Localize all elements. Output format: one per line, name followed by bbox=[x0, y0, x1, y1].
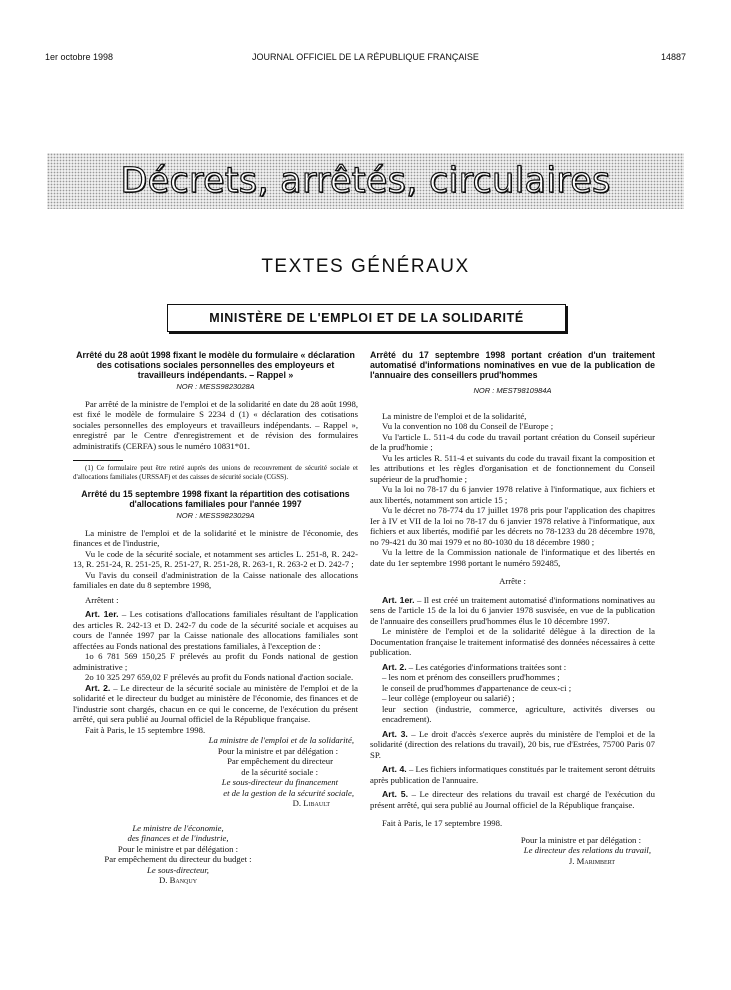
article-title: Arrêté du 28 août 1998 fixant le modèle du formulaire « déclaration des cotisations sociales personnelles des employeurs et travailleurs indépendants. – Rappel » bbox=[76, 350, 355, 380]
signature-line: Le sous-directeur, bbox=[147, 864, 209, 875]
ministry-box bbox=[167, 304, 566, 332]
nor-reference: NOR : MESS9823029A bbox=[176, 511, 255, 520]
article-title: Arrêté du 15 septembre 1998 fixant la répartition des cotisations d'allocations familiales pour l'année 1997 bbox=[81, 489, 350, 509]
list-item: le conseil de prud'hommes d'appartenance de ceux-ci ; bbox=[382, 682, 572, 693]
signature-block-2 bbox=[73, 823, 283, 886]
signature-place-date: Fait à Paris, le 17 septembre 1998. bbox=[382, 818, 503, 828]
paragraph: Vu la convention no 108 du Conseil de l'Europe ; bbox=[382, 421, 554, 431]
signature-line: Pour la ministre et par délégation : bbox=[520, 834, 641, 845]
article-1: Art. 1er. – Il est créé un traitement automatisé d'informations nominatives au sens de l'article 15 de la loi du 6 janvier 1978 susvisée, en vue de la publication de l'annuaire des conseillers prud'hommes élus le 10 décembre 1997. bbox=[370, 594, 655, 626]
signature-line: Le sous-directeur du financement bbox=[221, 777, 338, 787]
paragraph: Le ministère de l'emploi et de la solidarité délègue à la direction de la Documentation française le traitement informatisé des données nécessaires à cette publication. bbox=[370, 626, 655, 657]
nor-reference: NOR : MESS9823028A bbox=[176, 382, 255, 391]
paragraph: Par arrêté de la ministre de l'emploi et de la solidarité en date du 28 août 1998, est fixé le modèle de formulaire S 2234 d (1) « déclaration des cotisations sociales personnelles des employeurs et travailleurs indépendants. – Rappel », enregistré par le Centre d'enregistrement et de révision des formulaires administratifs (CERFA) sous le numéro 10831*01. bbox=[73, 398, 358, 451]
arrete: Arrête : bbox=[499, 576, 526, 586]
nor-reference: NOR : MEST9810984A bbox=[473, 386, 552, 395]
article-2: Art. 2. – Les catégories d'informations traitées sont : bbox=[382, 661, 567, 672]
list-item: leur section (industrie, commerce, agriculture, activités diverses ou encadrement). bbox=[382, 703, 655, 724]
list-item: – leur collège (employeur ou salarié) ; bbox=[382, 693, 515, 703]
article-3: Art. 3. – Le droit d'accès s'exerce auprès du ministère de l'emploi et de la solidarité (direction des relations du travail), 20 bis, rue d'Estrées, 75700 Paris 07 SP. bbox=[370, 728, 656, 760]
arretent: Arrêtent : bbox=[85, 594, 119, 605]
signature-line: de la sécurité sociale : bbox=[241, 766, 318, 777]
paragraph: Vu la loi no 78-17 du 6 janvier 1978 relative à l'informatique, aux fichiers et aux libertés, notamment son article 15 ; bbox=[370, 484, 655, 505]
section-banner bbox=[47, 153, 684, 209]
signature-line: Le ministre de l'économie, bbox=[132, 822, 224, 833]
page-header bbox=[45, 52, 686, 66]
article-2: Art. 2. – Le directeur de la sécurité sociale au ministère de l'emploi et de la solidarité et le directeur du budget au ministère de l'économie, des finances et de l'industrie sont chargés, chacun en ce qui le concerne, de l'exécution du présent arrêté, qui sera publié au Journal officiel de la République française. bbox=[73, 682, 358, 724]
footnote-separator bbox=[73, 460, 123, 461]
paragraph: La ministre de l'emploi et de la solidarité et le ministre de l'économie, des finances et de l'industrie, bbox=[73, 527, 358, 548]
signature-line: La ministre de l'emploi et de la solidarité, bbox=[208, 735, 354, 745]
signature-line: Pour la ministre et par délégation : bbox=[217, 745, 338, 756]
left-column bbox=[73, 350, 358, 886]
list-item: – les nom et prénom des conseillers prud'hommes ; bbox=[382, 672, 560, 682]
paragraph: Vu le décret no 78-774 du 17 juillet 1978 pris pour l'application des chapitres Ier à IV et VII de la loi no 78-17 du 6 janvier 1978 relative à l'informatique, aux fichiers et aux libertés, modifié par les décrets no 78-1233 du 28 décembre 1978, no 79-421 du 30 mai 1979 et no 80-1030 du 18 décembre 1980 ; bbox=[370, 505, 655, 547]
banner-title: Décrets, arrêtés, circulaires bbox=[120, 161, 611, 201]
signature-line: Par empêchement du directeur du budget : bbox=[104, 854, 252, 864]
signature-line: Par empêchement du directeur bbox=[227, 756, 333, 766]
signature-line: Le directeur des relations du travail, bbox=[523, 845, 651, 855]
list-item: 1o 6 781 569 150,25 F prélevés au profit du Fonds national de gestion administrative ; bbox=[73, 651, 358, 672]
paragraph: Vu la lettre de la Commission nationale de l'informatique et des libertés en date du 1er septembre 1998 portant le numéro 592485, bbox=[370, 547, 655, 568]
paragraph: Vu l'avis du conseil d'administration de la Caisse nationale des allocations familiales en date du 8 septembre 1998, bbox=[73, 569, 358, 590]
header-date: 1er octobre 1998 bbox=[45, 52, 114, 62]
header-page-number: 14887 bbox=[660, 52, 686, 62]
right-column bbox=[370, 350, 655, 866]
signatory-name: D. Libault bbox=[292, 798, 330, 808]
signatory-name: J. Marimbert bbox=[568, 855, 615, 866]
header-journal: JOURNAL OFFICIEL DE LA RÉPUBLIQUE FRANÇAISE bbox=[252, 52, 479, 62]
signature-line: des finances et de l'industrie, bbox=[127, 833, 229, 843]
paragraph: Vu le code de la sécurité sociale, et notamment ses articles L. 251-8, R. 242-13, R. 251-24, R. 251-25, R. 251-27, R. 251-28, R. 263-1, R. 263-2 et D. 242-7 ; bbox=[73, 548, 358, 569]
paragraph: Vu les articles R. 511-4 et suivants du code du travail fixant la composition et les attributions et les règles d'organisation et de fonctionnement du Conseil supérieur de la prud'homie ; bbox=[370, 452, 655, 484]
footnote: (1) Ce formulaire peut être retiré auprès des unions de recouvrement de sécurité sociale et d'allocations familiales (URSSAF) et des caisses de sécurité sociale (CGSS). bbox=[73, 464, 358, 481]
signature-line: et de la gestion de la sécurité sociale, bbox=[223, 787, 354, 798]
section-title: TEXTES GÉNÉRAUX bbox=[261, 256, 470, 277]
article-title: Arrêté du 17 septembre 1998 portant création d'un traitement automatisé d'informations nominatives en vue de la publication de l'annuaire des conseillers prud'hommes bbox=[370, 350, 655, 380]
ministry-title: MINISTÈRE DE L'EMPLOI ET DE LA SOLIDARITÉ bbox=[209, 311, 524, 325]
paragraph: La ministre de l'emploi et de la solidarité, bbox=[382, 410, 527, 421]
article-4: Art. 4. – Les fichiers informatiques constitués par le traitement seront détruits après publication de l'annuaire. bbox=[370, 764, 655, 785]
article-1: Art. 1er. – Les cotisations d'allocations familiales résultant de l'application des articles R. 242-13 et D. 242-7 du code de la sécurité sociale et acquises au cours de l'année 1997 par la Caisse nationale des allocations familiales sont affectées au Fonds national des prestations familiales, à l'exception de : bbox=[73, 609, 358, 651]
signature-place-date: Fait à Paris, le 15 septembre 1998. bbox=[85, 724, 206, 735]
signatory-name: D. Banquy bbox=[158, 875, 198, 885]
signature-line: Pour le ministre et par délégation : bbox=[117, 843, 239, 854]
paragraph: Vu l'article L. 511-4 du code du travail portant création du Conseil supérieur de la prud'homie ; bbox=[370, 431, 655, 452]
article-5: Art. 5. – Le directeur des relations du travail est chargé de l'exécution du présent arrêté, qui sera publié au Journal officiel de la République française. bbox=[370, 789, 655, 810]
list-item: 2o 10 325 297 659,02 F prélevés au profit du Fonds national d'action sociale. bbox=[85, 672, 354, 682]
